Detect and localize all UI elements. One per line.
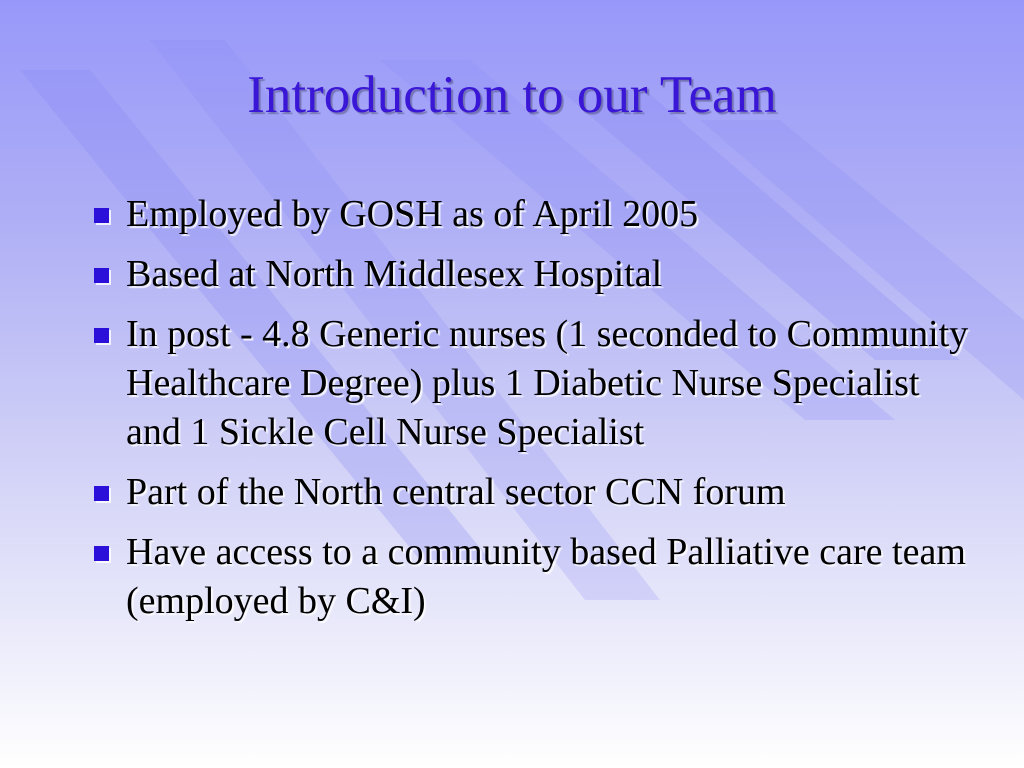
bullet-item <box>90 190 970 239</box>
bullet-text: Have access to a community based Palliative care team (employed by C&I) <box>126 531 966 622</box>
square-bullet-icon <box>94 268 109 283</box>
square-bullet-icon <box>94 208 109 223</box>
square-bullet-icon <box>94 328 109 343</box>
bullet-text: Employed by GOSH as of April 2005 <box>126 193 699 235</box>
bullet-text: Based at North Middlesex Hospital <box>126 253 663 295</box>
bullet-text: Part of the North central sector CCN forum <box>126 471 786 513</box>
bullet-list <box>90 190 970 637</box>
bullet-item <box>90 528 970 626</box>
bullet-item <box>90 310 970 457</box>
square-bullet-icon <box>94 546 109 561</box>
bullet-text: In post - 4.8 Generic nurses (1 seconded to Community Healthcare Degree) plus 1 Diabetic Nurse Specialist and 1 Sickle Cell Nurse Specialist <box>126 313 969 453</box>
square-bullet-icon <box>94 486 109 501</box>
slide-title: Introduction to our Team <box>247 66 777 124</box>
bullet-item <box>90 250 970 299</box>
bullet-item <box>90 468 970 517</box>
